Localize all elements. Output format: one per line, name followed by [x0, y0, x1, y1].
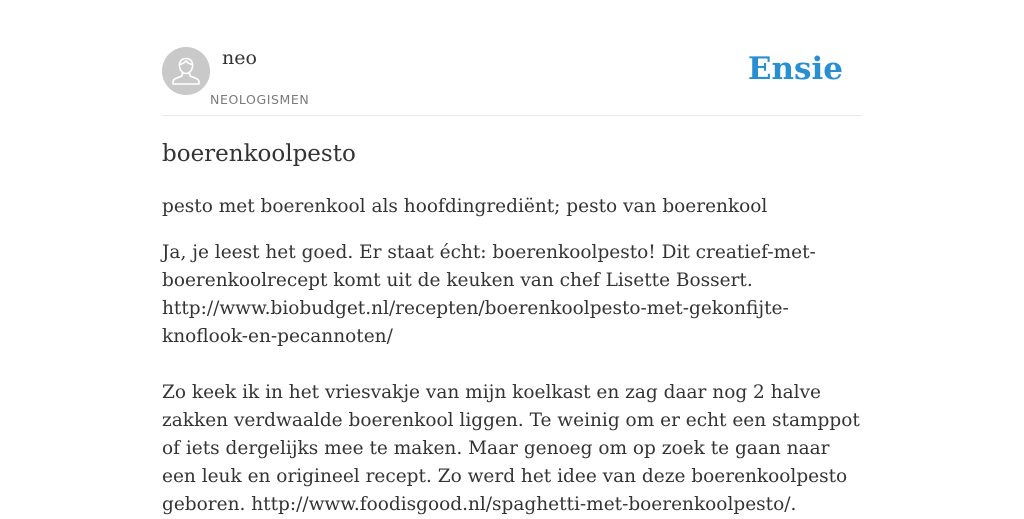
category-label[interactable]: NEOLOGISMEN: [210, 92, 310, 107]
body-paragraph: Zo keek ik in het vriesvakje van mijn koelkast en zag daar nog 2 halve zakken verdwaalde boerenkool liggen. Te weinig om er echt een stamppot of iets dergelijks mee te maken. Maar genoeg om op zoek te gaan naar een leuk en origineel recept. Zo werd het idee van deze boerenkoolpesto geboren. http://www.foodisgood.nl/spaghetti-met-boerenkoolpesto/.: [162, 382, 860, 515]
page: [162, 0, 862, 515]
entry-definition: pesto met boerenkool als hoofdingrediënt; pesto van boerenkool: [162, 196, 768, 217]
paragraph-gap: [162, 351, 862, 379]
body-paragraph: Ja, je leest het goed. Er staat écht: boerenkoolpesto! Dit creatief-met-boerenkoolrecept komt uit de keuken van chef Lisette Bossert. http://www.biobudget.nl/recepten/boerenkoolpesto-met-gekonfijte-knoflook-en-pecannoten/: [162, 242, 816, 347]
entry-body: [162, 239, 862, 519]
avatar[interactable]: [162, 47, 210, 95]
user-icon: [162, 47, 210, 95]
brand-logo[interactable]: Ensie: [747, 51, 843, 87]
entry-title: boerenkoolpesto: [162, 141, 356, 167]
username[interactable]: neo: [222, 47, 257, 69]
header: [162, 0, 862, 116]
